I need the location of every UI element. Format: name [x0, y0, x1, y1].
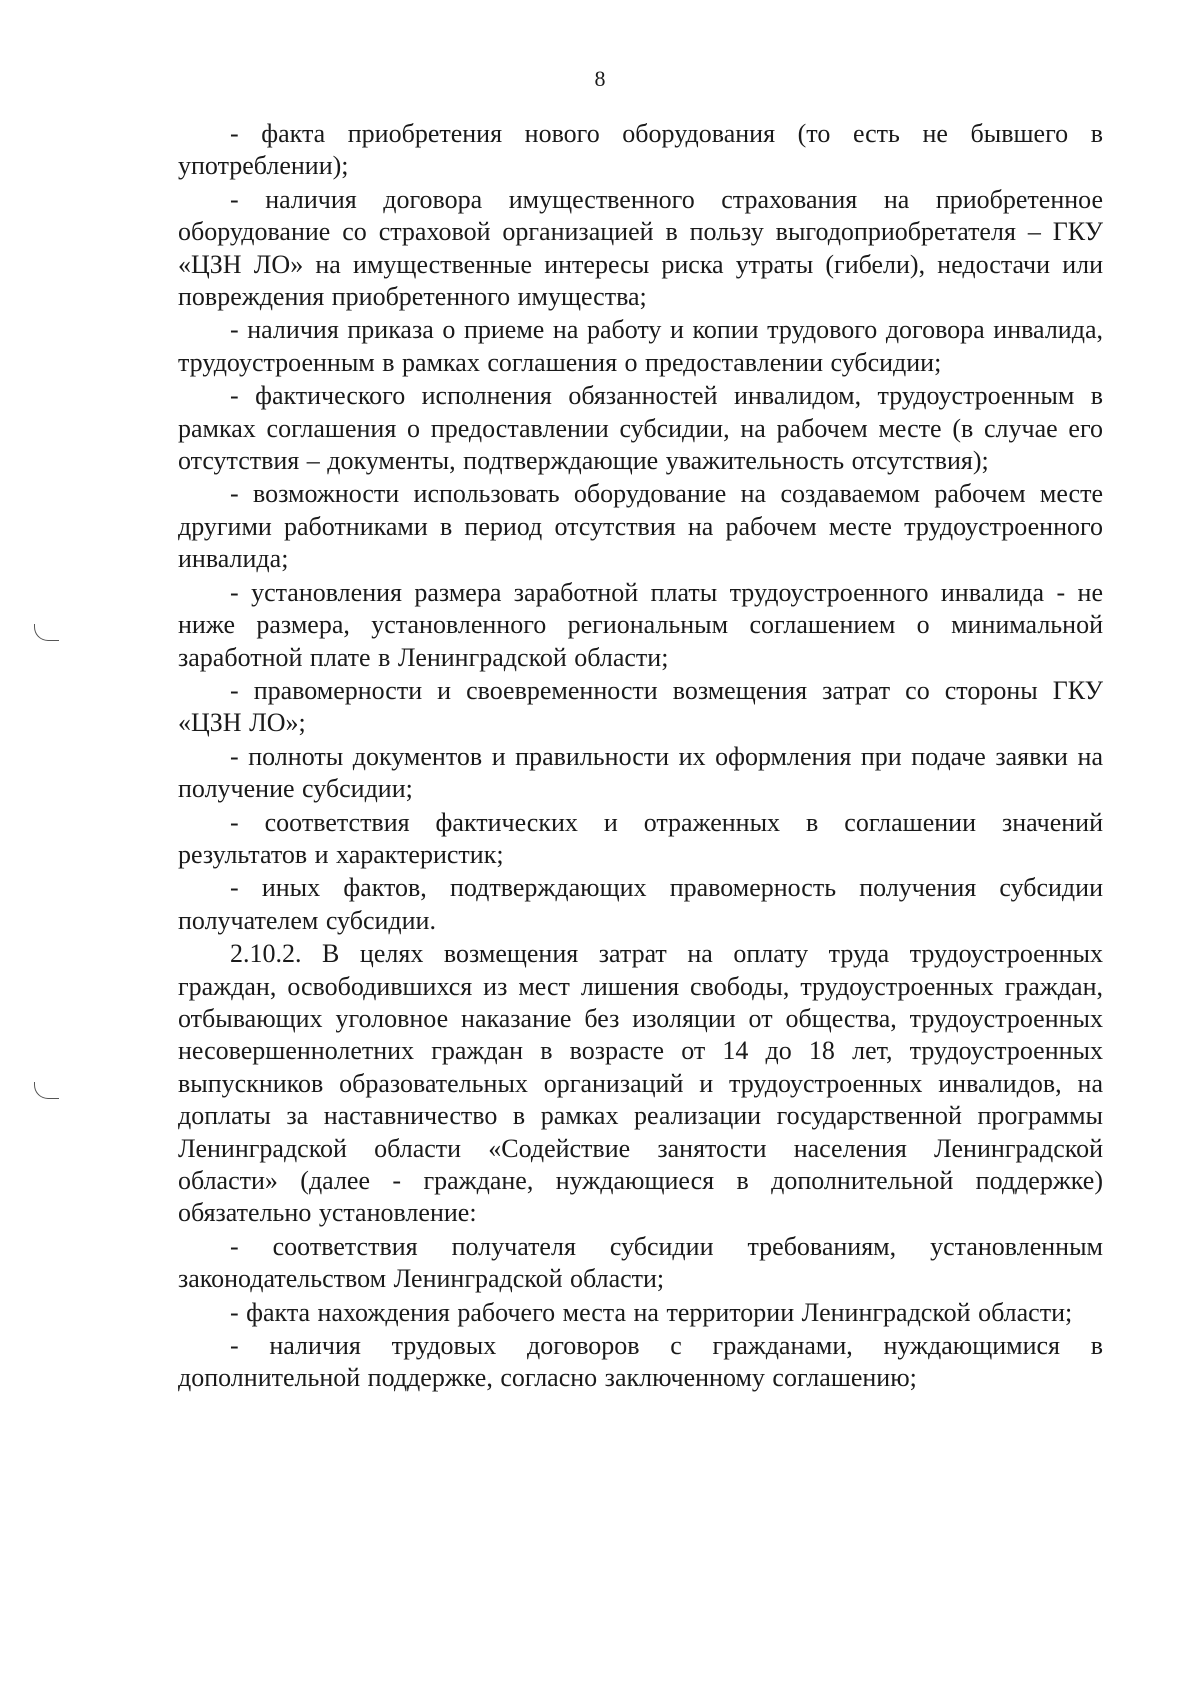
paragraph-equipment-new: - факта приобретения нового оборудования (то есть не бывшего в употреблении);: [178, 119, 1103, 181]
paragraph-results: - соответствия фактических и отраженных в соглашении значений результатов и характеристик;: [178, 807, 1103, 869]
paragraph-insurance-contract: - наличия договора имущественного страхования на приобретенное оборудование со страховой организацией в пользу выгодоприобретателя – ГКУ «ЦЗН ЛО» на имущественные интересы риска утраты (гибели), недостачи или повреждения приобретенного имущества;: [178, 184, 1103, 312]
paragraph-labor-contracts: - наличия трудовых договоров с гражданами, нуждающимися в дополнительной поддержке, согласно заключенному соглашению;: [178, 1331, 1103, 1393]
paragraph-salary-level: - установления размера заработной платы трудоустроенного инвалида - не ниже размера, установленного региональным соглашением о минимальной заработной плате в Ленинградской области;: [178, 577, 1103, 672]
paragraph-workplace-location: - факта нахождения рабочего места на территории Ленинградской области;: [230, 1297, 1073, 1327]
paragraph-reimbursement: - правомерности и своевременности возмещения затрат со стороны ГКУ «ЦЗН ЛО»;: [178, 675, 1103, 738]
paragraph-equipment-use: - возможности использовать оборудование на создаваемом рабочем месте другими работниками в период отсутствия на рабочем месте трудоустроенного инвалида;: [178, 479, 1103, 574]
scan-margin-mark: [34, 624, 59, 641]
paragraph-other-facts: - иных фактов, подтверждающих правомерность получения субсидии получателем субсидии.: [178, 873, 1103, 935]
paragraph-documents: - полноты документов и правильности их оформления при подаче заявки на получение субсидии;: [178, 741, 1103, 804]
paragraph-section-2-10-2: 2.10.2. В целях возмещения затрат на оплату труда трудоустроенных граждан, освободившихся из мест лишения свободы, трудоустроенных граждан, отбывающих уголовное наказание без изоляции от общества, трудоустроенных несовершеннолетних граждан в возрасте от 14 до 18 лет, трудоустроенных выпускников образовательных организаций и трудоустроенных инвалидов, на доплаты за наставничество в рамках реализации государственной программы Ленинградской области «Содействие занятости населения Ленинградской области» (далее - граждане, нуждающиеся в дополнительной поддержке) обязательно установление:: [178, 939, 1103, 1228]
scan-margin-mark: [34, 1082, 59, 1099]
paragraph-requirements: - соответствия получателя субсидии требованиям, установленным законодательством Ленинградской области;: [178, 1231, 1103, 1294]
document-body: [178, 118, 1103, 1396]
paragraph-hiring-order: - наличия приказа о приеме на работу и копии трудового договора инвалида, трудоустроенным в рамках соглашения о предоставлении субсидии;: [178, 315, 1103, 377]
page-number: 8: [594, 66, 606, 91]
paragraph-actual-duties: - фактического исполнения обязанностей инвалидом, трудоустроенным в рамках соглашения о предоставлении субсидии, на рабочем месте (в случае его отсутствия – документы, подтверждающие уважительность отсутствия);: [178, 381, 1103, 476]
